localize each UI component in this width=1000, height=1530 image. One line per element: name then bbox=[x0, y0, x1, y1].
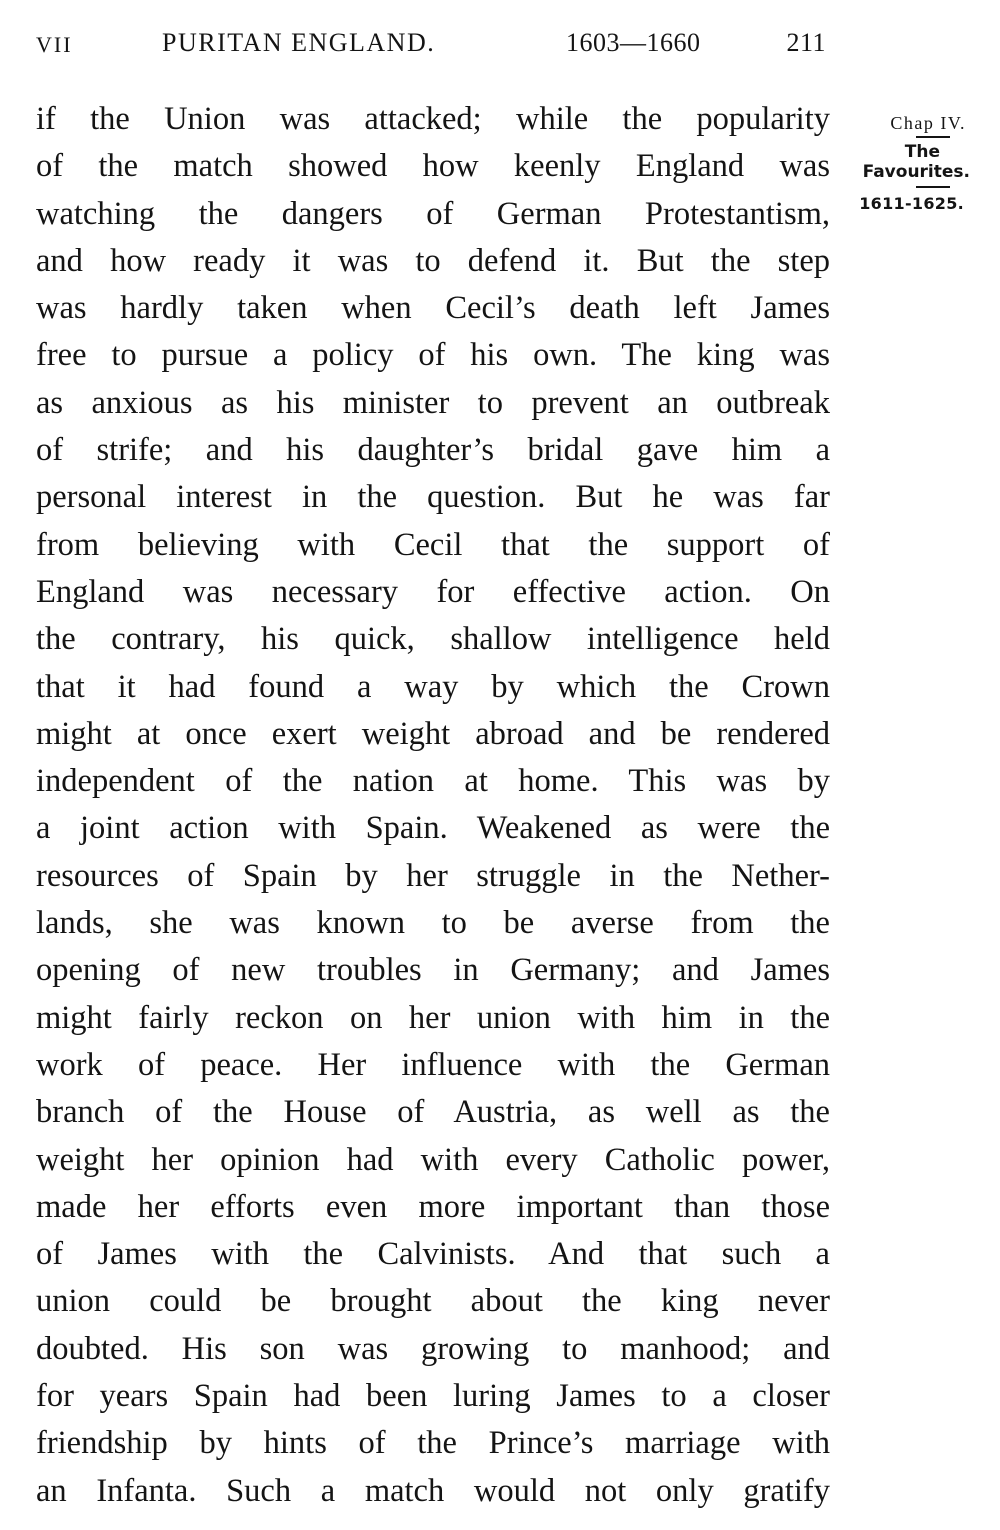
body-line: that it had found a way by which the Crown bbox=[36, 668, 830, 705]
body-line: was hardly taken when Cecil’s death left James bbox=[36, 290, 830, 327]
body-line: England was necessary for effective action. On bbox=[36, 573, 830, 610]
body-line: made her efforts even more important than those bbox=[36, 1188, 830, 1225]
body-line: branch of the House of Austria, as well as the bbox=[36, 1094, 830, 1131]
body-line: doubted. His son was growing to manhood; and bbox=[36, 1330, 830, 1367]
body-line: lands, she was known to be averse from the bbox=[36, 905, 830, 942]
margin-years: 1611-1625. bbox=[859, 194, 964, 213]
margin-topic-line: The bbox=[904, 142, 940, 162]
body-line: watching the dangers of German Protestantism, bbox=[36, 195, 830, 232]
page-number: 211 bbox=[786, 28, 826, 57]
body-text bbox=[36, 96, 830, 1515]
margin-chapter-label: Chap IV. bbox=[890, 113, 966, 133]
chapter-numeral: VII bbox=[36, 32, 73, 57]
body-line: union could be brought about the king never bbox=[36, 1283, 830, 1320]
body-line: the contrary, his quick, shallow intelligence held bbox=[36, 621, 830, 658]
running-dates: 1603—1660 bbox=[566, 28, 701, 57]
body-line: a joint action with Spain. Weakened as were the bbox=[36, 810, 830, 847]
body-line: resources of Spain by her struggle in the Nether- bbox=[36, 857, 830, 894]
body-line: weight her opinion had with every Catholic power, bbox=[36, 1141, 830, 1178]
margin-rule bbox=[916, 186, 950, 188]
body-line: personal interest in the question. But he was far bbox=[36, 479, 830, 516]
margin-topic-line: Favourites. bbox=[862, 162, 970, 182]
body-line: and how ready it was to defend it. But the step bbox=[36, 242, 830, 279]
margin-topic bbox=[842, 142, 970, 182]
body-line: from believing with Cecil that the support of bbox=[36, 526, 830, 563]
running-title: PURITAN ENGLAND. bbox=[162, 28, 436, 57]
body-line: work of peace. Her influence with the German bbox=[36, 1046, 830, 1083]
body-line: as anxious as his minister to prevent an outbreak bbox=[36, 384, 830, 421]
body-line: for years Spain had been luring James to a closer bbox=[36, 1378, 830, 1415]
running-header bbox=[36, 28, 830, 68]
body-line: an Infanta. Such a match would not only gratify bbox=[36, 1472, 830, 1509]
body-line: opening of new troubles in Germany; and James bbox=[36, 952, 830, 989]
body-line: might at once exert weight abroad and be rendered bbox=[36, 715, 830, 752]
body-line: free to pursue a policy of his own. The king was bbox=[36, 337, 830, 374]
body-line: of James with the Calvinists. And that such a bbox=[36, 1236, 830, 1273]
body-line: friendship by hints of the Prince’s marriage with bbox=[36, 1425, 830, 1462]
margin-note bbox=[842, 108, 970, 213]
body-line: if the Union was attacked; while the popularity bbox=[36, 101, 830, 137]
body-line: of strife; and his daughter’s bridal gave him a bbox=[36, 432, 830, 469]
body-line: of the match showed how keenly England was bbox=[36, 148, 830, 185]
body-line: might fairly reckon on her union with him in the bbox=[36, 999, 830, 1036]
body-line: independent of the nation at home. This was by bbox=[36, 763, 830, 800]
